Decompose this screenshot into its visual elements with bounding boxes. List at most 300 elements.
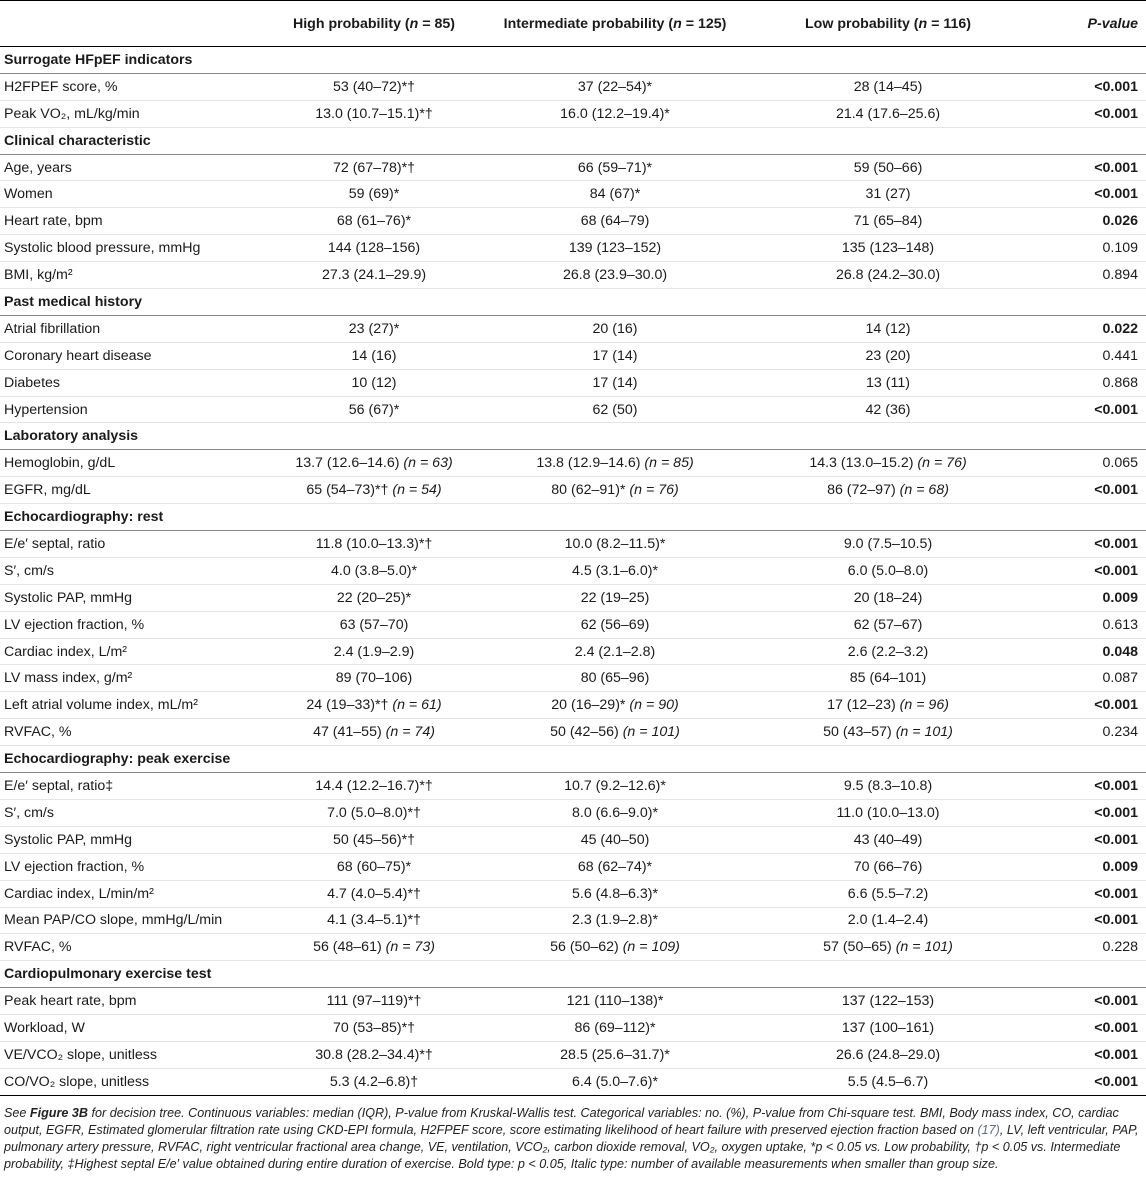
intermediate-probability-cell — [480, 73, 750, 100]
low-probability-cell — [750, 826, 1026, 853]
cell-value: 27.3 (24.1–29.9) — [321, 267, 427, 284]
p-value-cell: <0.001 — [1026, 1068, 1146, 1095]
cell-value: 62 (56–69) — [580, 616, 650, 633]
section-header-row — [0, 423, 1146, 450]
table-row — [0, 235, 1146, 262]
table-row — [0, 584, 1146, 611]
p-value-cell: 0.613 — [1026, 611, 1146, 638]
p-value-cell: <0.001 — [1026, 826, 1146, 853]
cell-value: 17 (14) — [592, 347, 638, 364]
p-value-cell: 0.234 — [1026, 719, 1146, 746]
high-probability-cell — [268, 638, 480, 665]
cell-value: 10 (12) — [351, 374, 397, 391]
cell-sample-size: (n = 101) — [895, 724, 953, 741]
table-row — [0, 907, 1146, 934]
p-value-cell: 0.009 — [1026, 853, 1146, 880]
cell-value: 37 (22–54)* — [577, 78, 653, 95]
cell-value: 20 (18–24) — [853, 589, 923, 606]
low-probability-cell — [750, 665, 1026, 692]
section-header-row — [0, 504, 1146, 531]
high-probability-cell — [268, 611, 480, 638]
intermediate-probability-cell — [480, 584, 750, 611]
header-inter-text: Intermediate probability ( — [503, 15, 674, 32]
cell-value: 5.6 (4.8–6.3)* — [572, 885, 658, 902]
p-value-cell: <0.001 — [1026, 773, 1146, 800]
cell-value: 62 (50) — [592, 401, 638, 418]
section-header-row — [0, 127, 1146, 154]
intermediate-probability-cell — [480, 692, 750, 719]
high-probability-cell — [268, 584, 480, 611]
cell-value: 17 (12–23) — [827, 697, 896, 714]
row-label: RVFAC, % — [0, 719, 268, 746]
section-header-row — [0, 289, 1146, 316]
high-probability-cell — [268, 477, 480, 504]
p-value-cell: <0.001 — [1026, 100, 1146, 127]
p-value-cell: <0.001 — [1026, 1015, 1146, 1042]
cell-value: 56 (48–61) — [313, 939, 382, 956]
cell-value: 139 (123–152) — [568, 240, 662, 257]
section-title: Past medical history — [0, 289, 1146, 316]
header-low-probability — [750, 1, 1026, 47]
p-value-cell: <0.001 — [1026, 531, 1146, 558]
cell-value: 16.0 (12.2–19.4)* — [560, 105, 670, 122]
cell-value: 4.0 (3.8–5.0)* — [331, 562, 417, 579]
p-value-cell: <0.001 — [1026, 477, 1146, 504]
high-probability-cell — [268, 396, 480, 423]
table-row — [0, 638, 1146, 665]
high-probability-cell — [268, 181, 480, 208]
p-value-cell: 0.009 — [1026, 584, 1146, 611]
intermediate-probability-cell — [480, 154, 750, 181]
low-probability-cell — [750, 880, 1026, 907]
table-row — [0, 665, 1146, 692]
header-inter-n: n — [673, 15, 682, 32]
cell-value: 14 (16) — [351, 347, 397, 364]
cell-sample-size: (n = 85) — [644, 455, 694, 472]
high-probability-cell — [268, 880, 480, 907]
header-high-count: = 85) — [418, 15, 455, 32]
table-row — [0, 826, 1146, 853]
row-label: Hemoglobin, g/dL — [0, 450, 268, 477]
table-row — [0, 611, 1146, 638]
cell-value: 7.0 (5.0–8.0)*† — [327, 804, 421, 821]
cell-value: 14.4 (12.2–16.7)*† — [315, 777, 433, 794]
table-row — [0, 262, 1146, 289]
cell-value: 80 (62–91)* — [551, 482, 626, 499]
cell-sample-size: (n = 61) — [392, 697, 442, 714]
cell-value: 2.0 (1.4–2.4) — [847, 912, 929, 929]
header-intermediate-probability — [480, 1, 750, 47]
low-probability-cell — [750, 692, 1026, 719]
cell-value: 13.7 (12.6–14.6) — [295, 455, 400, 472]
high-probability-cell — [268, 799, 480, 826]
low-probability-cell — [750, 719, 1026, 746]
cell-value: 22 (20–25)* — [336, 589, 412, 606]
table-row — [0, 181, 1146, 208]
row-label: S′, cm/s — [0, 557, 268, 584]
high-probability-cell — [268, 100, 480, 127]
cell-sample-size: (n = 74) — [385, 724, 435, 741]
intermediate-probability-cell — [480, 638, 750, 665]
cell-value: 10.0 (8.2–11.5)* — [564, 535, 666, 552]
low-probability-cell — [750, 477, 1026, 504]
cell-value: 4.7 (4.0–5.4)*† — [327, 885, 421, 902]
footnote-reference-link[interactable]: (17) — [977, 1122, 1000, 1137]
footnote-text-2: , LV, left ventricular, PAP, pulmonary artery pressure, RVFAC, right ventricular fractional area change, VE, ventilation, VCO₂, carbon dioxide removal, VO₂, oxygen uptake, *p < 0.05 vs. Low probability, †p < 0.05 vs. Intermediate probability, ‡Highest septal E/e′ value obtained during entire duration of exercise. Bold type: p < 0.05, Italic type: number of available measurements when smaller than group size. — [4, 1122, 1139, 1171]
row-label: Systolic blood pressure, mmHg — [0, 235, 268, 262]
header-low-count: = 116) — [927, 15, 971, 32]
low-probability-cell — [750, 100, 1026, 127]
intermediate-probability-cell — [480, 450, 750, 477]
table-row — [0, 988, 1146, 1015]
cell-value: 30.8 (28.2–34.4)*† — [315, 1046, 433, 1063]
row-label: E/e′ septal, ratio‡ — [0, 773, 268, 800]
table-row — [0, 477, 1146, 504]
intermediate-probability-cell — [480, 611, 750, 638]
row-label: Women — [0, 181, 268, 208]
p-value-cell: 0.048 — [1026, 638, 1146, 665]
section-title: Echocardiography: rest — [0, 504, 1146, 531]
cell-value: 26.8 (23.9–30.0) — [562, 267, 668, 284]
section-header-row — [0, 746, 1146, 773]
low-probability-cell — [750, 396, 1026, 423]
cell-value: 50 (45–56)*† — [332, 831, 416, 848]
cell-value: 2.4 (2.1–2.8) — [574, 643, 656, 660]
low-probability-cell — [750, 1068, 1026, 1095]
p-value-cell: 0.022 — [1026, 315, 1146, 342]
table-row — [0, 773, 1146, 800]
low-probability-cell — [750, 638, 1026, 665]
row-label: Atrial fibrillation — [0, 315, 268, 342]
row-label: H2FPEF score, % — [0, 73, 268, 100]
low-probability-cell — [750, 773, 1026, 800]
low-probability-cell — [750, 1015, 1026, 1042]
cell-value: 50 (43–57) — [823, 724, 892, 741]
low-probability-cell — [750, 342, 1026, 369]
low-probability-cell — [750, 907, 1026, 934]
table-row — [0, 369, 1146, 396]
intermediate-probability-cell — [480, 235, 750, 262]
section-title: Surrogate HFpEF indicators — [0, 47, 1146, 74]
low-probability-cell — [750, 531, 1026, 558]
intermediate-probability-cell — [480, 773, 750, 800]
cell-value: 43 (40–49) — [853, 831, 923, 848]
high-probability-cell — [268, 719, 480, 746]
intermediate-probability-cell — [480, 557, 750, 584]
cell-value: 9.0 (7.5–10.5) — [843, 535, 933, 552]
cell-value: 11.0 (10.0–13.0) — [836, 804, 940, 821]
low-probability-cell — [750, 557, 1026, 584]
cell-value: 71 (65–84) — [853, 213, 923, 230]
p-value-cell: 0.087 — [1026, 665, 1146, 692]
cell-value: 68 (62–74)* — [577, 858, 653, 875]
cell-sample-size: (n = 109) — [622, 939, 680, 956]
row-label: Hypertension — [0, 396, 268, 423]
table-row — [0, 880, 1146, 907]
p-value-cell: 0.894 — [1026, 262, 1146, 289]
cell-value: 56 (50–62) — [550, 939, 619, 956]
p-value-cell: 0.109 — [1026, 235, 1146, 262]
intermediate-probability-cell — [480, 988, 750, 1015]
high-probability-cell — [268, 531, 480, 558]
intermediate-probability-cell — [480, 1041, 750, 1068]
row-label: Mean PAP/CO slope, mmHg/L/min — [0, 907, 268, 934]
row-label: S′, cm/s — [0, 799, 268, 826]
cell-value: 56 (67)* — [348, 401, 400, 418]
row-label: EGFR, mg/dL — [0, 477, 268, 504]
cell-value: 59 (50–66) — [853, 159, 923, 176]
intermediate-probability-cell — [480, 396, 750, 423]
cell-value: 23 (20) — [865, 347, 911, 364]
p-value-cell: 0.026 — [1026, 208, 1146, 235]
row-label: Heart rate, bpm — [0, 208, 268, 235]
cell-value: 14 (12) — [865, 320, 911, 337]
cell-value: 6.0 (5.0–8.0) — [847, 562, 929, 579]
table-body — [0, 47, 1146, 1096]
p-value-cell: <0.001 — [1026, 988, 1146, 1015]
high-probability-cell — [268, 988, 480, 1015]
cell-value: 80 (65–96) — [580, 670, 650, 687]
cell-value: 13.0 (10.7–15.1)*† — [315, 105, 433, 122]
header-inter-count: = 125) — [681, 15, 727, 32]
row-label: BMI, kg/m² — [0, 262, 268, 289]
row-label: Cardiac index, L/min/m² — [0, 880, 268, 907]
cell-sample-size: (n = 68) — [899, 482, 949, 499]
table-row — [0, 154, 1146, 181]
cell-value: 22 (19–25) — [580, 589, 650, 606]
cell-value: 89 (70–106) — [335, 670, 413, 687]
table-row — [0, 557, 1146, 584]
intermediate-probability-cell — [480, 826, 750, 853]
p-value-cell: 0.065 — [1026, 450, 1146, 477]
row-label: Peak heart rate, bpm — [0, 988, 268, 1015]
table-row — [0, 853, 1146, 880]
section-header-row — [0, 961, 1146, 988]
cell-value: 24 (19–33)*† — [306, 697, 389, 714]
row-label: Systolic PAP, mmHg — [0, 826, 268, 853]
intermediate-probability-cell — [480, 369, 750, 396]
cell-value: 4.1 (3.4–5.1)*† — [327, 912, 421, 929]
row-label: VE/VCO₂ slope, unitless — [0, 1041, 268, 1068]
high-probability-cell — [268, 262, 480, 289]
cell-value: 21.4 (17.6–25.6) — [835, 105, 941, 122]
p-value-cell: <0.001 — [1026, 799, 1146, 826]
cell-sample-size: (n = 63) — [403, 455, 453, 472]
cell-value: 62 (57–67) — [853, 616, 923, 633]
low-probability-cell — [750, 988, 1026, 1015]
cell-value: 2.3 (1.9–2.8)* — [572, 912, 658, 929]
cell-value: 68 (60–75)* — [336, 858, 412, 875]
cell-sample-size: (n = 76) — [629, 482, 679, 499]
cell-value: 59 (69)* — [348, 186, 400, 203]
intermediate-probability-cell — [480, 880, 750, 907]
p-value-cell: <0.001 — [1026, 1041, 1146, 1068]
cell-value: 14.3 (13.0–15.2) — [809, 455, 914, 472]
table-row — [0, 315, 1146, 342]
cell-value: 26.6 (24.8–29.0) — [835, 1046, 941, 1063]
cell-value: 28 (14–45) — [853, 78, 923, 95]
p-value-cell: 0.868 — [1026, 369, 1146, 396]
section-header-row — [0, 47, 1146, 74]
p-value-cell: <0.001 — [1026, 181, 1146, 208]
section-title: Echocardiography: peak exercise — [0, 746, 1146, 773]
high-probability-cell — [268, 369, 480, 396]
table-row — [0, 692, 1146, 719]
cell-value: 13.8 (12.9–14.6) — [536, 455, 641, 472]
cell-sample-size: (n = 101) — [895, 939, 953, 956]
high-probability-cell — [268, 208, 480, 235]
table-row — [0, 934, 1146, 961]
intermediate-probability-cell — [480, 934, 750, 961]
cell-value: 135 (123–148) — [841, 240, 935, 257]
cell-value: 50 (42–56) — [550, 724, 619, 741]
row-label: LV ejection fraction, % — [0, 853, 268, 880]
high-probability-cell — [268, 907, 480, 934]
table-row — [0, 1068, 1146, 1095]
cell-value: 65 (54–73)*† — [306, 482, 389, 499]
cell-sample-size: (n = 73) — [385, 939, 435, 956]
intermediate-probability-cell — [480, 1015, 750, 1042]
header-p-value: P-value — [1026, 1, 1146, 47]
high-probability-cell — [268, 1015, 480, 1042]
intermediate-probability-cell — [480, 208, 750, 235]
cell-sample-size: (n = 101) — [622, 724, 680, 741]
high-probability-cell — [268, 450, 480, 477]
cell-value: 47 (41–55) — [313, 724, 382, 741]
cell-value: 8.0 (6.6–9.0)* — [572, 804, 658, 821]
low-probability-cell — [750, 315, 1026, 342]
p-value-cell: <0.001 — [1026, 880, 1146, 907]
intermediate-probability-cell — [480, 315, 750, 342]
header-row — [0, 1, 1146, 47]
intermediate-probability-cell — [480, 853, 750, 880]
high-probability-cell — [268, 342, 480, 369]
p-value-cell: <0.001 — [1026, 692, 1146, 719]
row-label: RVFAC, % — [0, 934, 268, 961]
cell-value: 84 (67)* — [589, 186, 641, 203]
cell-value: 20 (16–29)* — [551, 697, 626, 714]
cell-value: 68 (64–79) — [580, 213, 650, 230]
p-value-cell: <0.001 — [1026, 557, 1146, 584]
low-probability-cell — [750, 934, 1026, 961]
low-probability-cell — [750, 235, 1026, 262]
cell-value: 45 (40–50) — [580, 831, 650, 848]
row-label: Peak VO₂, mL/kg/min — [0, 100, 268, 127]
table-row — [0, 396, 1146, 423]
intermediate-probability-cell — [480, 665, 750, 692]
cell-value: 86 (72–97) — [827, 482, 896, 499]
low-probability-cell — [750, 853, 1026, 880]
cell-value: 6.4 (5.0–7.6)* — [572, 1073, 658, 1090]
row-label: Cardiac index, L/m² — [0, 638, 268, 665]
cell-value: 2.6 (2.2–3.2) — [847, 643, 929, 660]
high-probability-cell — [268, 315, 480, 342]
row-label: Age, years — [0, 154, 268, 181]
cell-sample-size: (n = 96) — [899, 697, 949, 714]
cell-value: 72 (67–78)*† — [332, 159, 416, 176]
header-variable — [0, 1, 268, 47]
table-row — [0, 799, 1146, 826]
cell-value: 10.7 (9.2–12.6)* — [564, 777, 666, 794]
low-probability-cell — [750, 181, 1026, 208]
high-probability-cell — [268, 773, 480, 800]
high-probability-cell — [268, 1041, 480, 1068]
p-value-cell: <0.001 — [1026, 907, 1146, 934]
row-label: Systolic PAP, mmHg — [0, 584, 268, 611]
cell-value: 144 (128–156) — [327, 240, 421, 257]
row-label: Left atrial volume index, mL/m² — [0, 692, 268, 719]
cell-value: 121 (110–138)* — [566, 993, 664, 1010]
low-probability-cell — [750, 73, 1026, 100]
intermediate-probability-cell — [480, 100, 750, 127]
cell-sample-size: (n = 54) — [392, 482, 442, 499]
row-label: Diabetes — [0, 369, 268, 396]
cell-value: 17 (14) — [592, 374, 638, 391]
header-low-text: Low probability ( — [805, 15, 919, 32]
p-value-cell: 0.228 — [1026, 934, 1146, 961]
cell-value: 63 (57–70) — [339, 616, 409, 633]
high-probability-cell — [268, 853, 480, 880]
table-row — [0, 1015, 1146, 1042]
table-row — [0, 719, 1146, 746]
intermediate-probability-cell — [480, 719, 750, 746]
row-label: Workload, W — [0, 1015, 268, 1042]
header-low-n: n — [918, 15, 928, 32]
cell-value: 20 (16) — [592, 320, 638, 337]
cell-value: 57 (50–65) — [823, 939, 892, 956]
low-probability-cell — [750, 369, 1026, 396]
header-high-probability — [268, 1, 480, 47]
header-high-n: n — [409, 15, 419, 32]
cell-value: 111 (97–119)*† — [326, 993, 422, 1010]
cell-value: 4.5 (3.1–6.0)* — [572, 562, 658, 579]
high-probability-cell — [268, 665, 480, 692]
table-footnote — [0, 1096, 1144, 1173]
cell-value: 53 (40–72)*† — [332, 78, 416, 95]
high-probability-cell — [268, 154, 480, 181]
cell-value: 5.3 (4.2–6.8)† — [329, 1073, 419, 1090]
low-probability-cell — [750, 1041, 1026, 1068]
low-probability-cell — [750, 208, 1026, 235]
cell-value: 5.5 (4.5–6.7) — [847, 1073, 929, 1090]
intermediate-probability-cell — [480, 907, 750, 934]
table-row — [0, 73, 1146, 100]
cell-value: 70 (53–85)*† — [332, 1020, 416, 1036]
cell-value: 137 (122–153) — [841, 993, 935, 1010]
row-label: E/e′ septal, ratio — [0, 531, 268, 558]
intermediate-probability-cell — [480, 531, 750, 558]
cell-value: 2.4 (1.9–2.9) — [333, 643, 415, 660]
cell-value: 31 (27) — [865, 186, 911, 203]
high-probability-cell — [268, 235, 480, 262]
footnote-figure-link[interactable]: Figure 3B — [29, 1105, 89, 1120]
intermediate-probability-cell — [480, 181, 750, 208]
cell-value: 42 (36) — [865, 401, 911, 418]
low-probability-cell — [750, 262, 1026, 289]
high-probability-cell — [268, 692, 480, 719]
high-probability-cell — [268, 826, 480, 853]
table-row — [0, 531, 1146, 558]
high-probability-cell — [268, 1068, 480, 1095]
low-probability-cell — [750, 584, 1026, 611]
p-value-cell: <0.001 — [1026, 154, 1146, 181]
p-value-cell: 0.441 — [1026, 342, 1146, 369]
cell-value: 6.6 (5.5–7.2) — [847, 885, 929, 902]
section-title: Clinical characteristic — [0, 127, 1146, 154]
cell-value: 85 (64–101) — [849, 670, 927, 687]
cell-value: 28.5 (25.6–31.7)* — [560, 1046, 670, 1063]
high-probability-cell — [268, 557, 480, 584]
